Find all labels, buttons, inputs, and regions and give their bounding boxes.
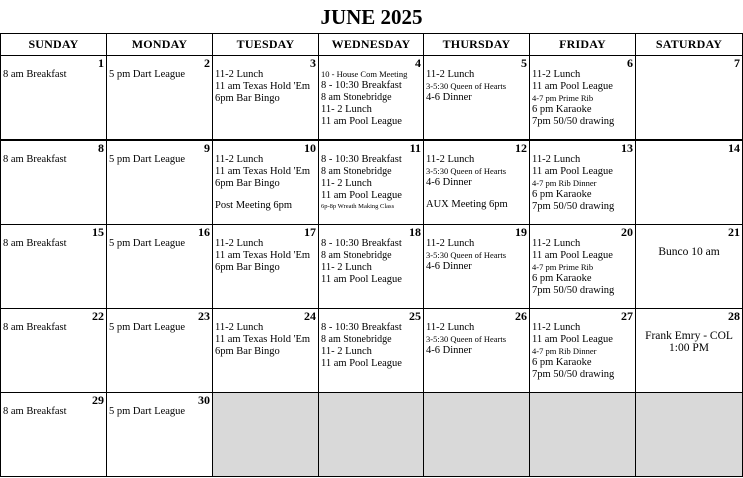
weekday-header: FRIDAY bbox=[530, 34, 636, 56]
event-item: 8 am Breakfast bbox=[3, 406, 67, 417]
day-cell[interactable] bbox=[636, 56, 743, 141]
day-cell[interactable] bbox=[636, 225, 743, 309]
event-list bbox=[107, 56, 212, 81]
day-number: 13 bbox=[621, 141, 633, 155]
event-list bbox=[424, 309, 529, 357]
event-item: 4-7 pm Rib Dinner bbox=[532, 178, 597, 188]
day-cell[interactable] bbox=[1, 309, 107, 393]
event-item: 11- 2 Lunch bbox=[321, 104, 372, 115]
event-item: 11 am Pool League bbox=[321, 190, 402, 201]
week-row bbox=[1, 56, 743, 141]
day-cell[interactable] bbox=[213, 56, 319, 141]
event-item: 8 am Stonebridge bbox=[321, 166, 392, 177]
week-row bbox=[1, 140, 743, 225]
event-list bbox=[636, 309, 742, 354]
event-list bbox=[107, 141, 212, 166]
day-number: 6 bbox=[627, 56, 633, 70]
event-list bbox=[424, 56, 529, 104]
day-cell[interactable] bbox=[1, 56, 107, 141]
event-item: 6p-8p Wreath Making Class bbox=[321, 203, 395, 210]
event-item: 11-2 Lunch bbox=[532, 154, 581, 165]
day-number: 7 bbox=[734, 56, 740, 70]
event-item: 11-2 Lunch bbox=[532, 238, 581, 249]
event-list bbox=[213, 309, 318, 358]
empty-day-cell bbox=[636, 393, 743, 477]
calendar-title: JUNE 2025 bbox=[320, 5, 423, 29]
event-item: 11 am Pool League bbox=[532, 250, 613, 261]
day-cell[interactable] bbox=[107, 56, 213, 141]
event-item: 11 am Texas Hold 'Em bbox=[215, 166, 311, 177]
event-item: 5 pm Dart League bbox=[109, 322, 186, 333]
event-list bbox=[319, 225, 423, 286]
empty-day-cell bbox=[319, 393, 424, 477]
month-calendar bbox=[0, 33, 743, 477]
day-number: 23 bbox=[198, 309, 210, 323]
day-cell[interactable] bbox=[319, 140, 424, 225]
event-item: 11-2 Lunch bbox=[426, 238, 475, 249]
event-item: 10 - House Com Meeting bbox=[321, 69, 408, 79]
event-item: 6 pm Karaoke bbox=[532, 357, 592, 368]
event-item: 3-5:30 Queen of Hearts bbox=[426, 250, 507, 260]
day-number: 28 bbox=[728, 309, 740, 323]
day-cell[interactable] bbox=[107, 225, 213, 309]
event-list bbox=[1, 393, 106, 418]
day-number: 8 bbox=[98, 141, 104, 155]
empty-day-cell bbox=[530, 393, 636, 477]
day-cell[interactable] bbox=[424, 140, 530, 225]
day-number: 12 bbox=[515, 141, 527, 155]
week-row bbox=[1, 309, 743, 393]
day-cell[interactable] bbox=[319, 309, 424, 393]
event-item: 8 am Breakfast bbox=[3, 238, 67, 249]
day-number: 21 bbox=[728, 225, 740, 239]
event-item: 6pm Bar Bingo bbox=[215, 346, 280, 357]
event-item: 11 am Pool League bbox=[532, 81, 613, 92]
day-cell[interactable] bbox=[530, 140, 636, 225]
event-item: 11-2 Lunch bbox=[532, 322, 581, 333]
event-item: 6pm Bar Bingo bbox=[215, 93, 280, 104]
day-cell[interactable] bbox=[319, 56, 424, 141]
event-item: 5 pm Dart League bbox=[109, 238, 186, 249]
event-item: 11-2 Lunch bbox=[426, 154, 475, 165]
empty-day-cell bbox=[424, 393, 530, 477]
empty-day-cell bbox=[213, 393, 319, 477]
event-item: 8 am Stonebridge bbox=[321, 334, 392, 345]
event-item: 5 pm Dart League bbox=[109, 406, 186, 417]
day-number: 20 bbox=[621, 225, 633, 239]
event-item: 3-5:30 Queen of Hearts bbox=[426, 81, 507, 91]
event-item: 8 am Stonebridge bbox=[321, 92, 392, 103]
event-list bbox=[107, 393, 212, 418]
event-item: 7pm 50/50 drawing bbox=[532, 285, 615, 296]
event-item: 11- 2 Lunch bbox=[321, 178, 372, 189]
event-item: 11 am Pool League bbox=[321, 358, 402, 369]
event-item: 4-6 Dinner bbox=[426, 177, 472, 188]
event-item: 11-2 Lunch bbox=[426, 69, 475, 80]
event-item: 1:00 PM bbox=[669, 342, 709, 354]
week-row bbox=[1, 225, 743, 309]
event-list bbox=[319, 309, 423, 370]
day-cell[interactable] bbox=[213, 225, 319, 309]
day-number: 3 bbox=[310, 56, 316, 70]
event-item: 4-7 pm Prime Rib bbox=[532, 93, 594, 103]
day-cell[interactable] bbox=[424, 225, 530, 309]
day-cell[interactable] bbox=[1, 140, 107, 225]
event-item: 5 pm Dart League bbox=[109, 69, 186, 80]
day-number: 4 bbox=[415, 56, 421, 70]
event-item: 6pm Bar Bingo bbox=[215, 262, 280, 273]
day-cell[interactable] bbox=[213, 140, 319, 225]
event-list bbox=[636, 56, 742, 77]
event-list bbox=[424, 141, 529, 211]
event-item: 7pm 50/50 drawing bbox=[532, 201, 615, 212]
event-item: 11 am Texas Hold 'Em bbox=[215, 250, 311, 261]
weekday-header: WEDNESDAY bbox=[319, 34, 424, 56]
day-number: 9 bbox=[204, 141, 210, 155]
day-number: 10 bbox=[304, 141, 316, 155]
day-number: 19 bbox=[515, 225, 527, 239]
event-item: 8 - 10:30 Breakfast bbox=[321, 80, 402, 91]
event-item: 11 am Pool League bbox=[532, 166, 613, 177]
day-number: 15 bbox=[92, 225, 104, 239]
event-list bbox=[530, 225, 635, 297]
event-item: 6pm Bar Bingo bbox=[215, 178, 280, 189]
day-number: 16 bbox=[198, 225, 210, 239]
event-item: 7pm 50/50 drawing bbox=[532, 369, 615, 380]
week-row bbox=[1, 393, 743, 477]
event-list bbox=[319, 141, 423, 212]
day-number: 27 bbox=[621, 309, 633, 323]
event-item: 3-5:30 Queen of Hearts bbox=[426, 166, 507, 176]
day-cell[interactable] bbox=[636, 140, 743, 225]
day-cell[interactable] bbox=[636, 309, 743, 393]
day-number: 17 bbox=[304, 225, 316, 239]
event-item: Bunco 10 am bbox=[658, 246, 720, 258]
day-cell[interactable] bbox=[107, 140, 213, 225]
event-item: 8 am Stonebridge bbox=[321, 250, 392, 261]
day-number: 25 bbox=[409, 309, 421, 323]
event-list bbox=[530, 56, 635, 128]
event-item: 11-2 Lunch bbox=[426, 322, 475, 333]
event-list bbox=[636, 141, 742, 162]
event-item: 4-7 pm Rib Dinner bbox=[532, 346, 597, 356]
day-cell[interactable] bbox=[1, 225, 107, 309]
day-cell[interactable] bbox=[1, 393, 107, 477]
event-item: 6 pm Karaoke bbox=[532, 273, 592, 284]
event-item: 11 am Texas Hold 'Em bbox=[215, 334, 311, 345]
day-number: 14 bbox=[728, 141, 740, 155]
weekday-header: SUNDAY bbox=[1, 34, 107, 56]
day-cell[interactable] bbox=[107, 393, 213, 477]
event-list bbox=[1, 225, 106, 250]
event-item: Post Meeting 6pm bbox=[215, 200, 293, 211]
event-item: 11 am Pool League bbox=[532, 334, 613, 345]
event-item: 11- 2 Lunch bbox=[321, 346, 372, 357]
event-item: Frank Emry - COL bbox=[645, 330, 733, 342]
day-number: 24 bbox=[304, 309, 316, 323]
event-list bbox=[1, 309, 106, 334]
event-list bbox=[107, 225, 212, 250]
day-cell[interactable] bbox=[213, 309, 319, 393]
day-number: 26 bbox=[515, 309, 527, 323]
event-list bbox=[1, 141, 106, 166]
event-list bbox=[530, 309, 635, 381]
event-item: 11 am Texas Hold 'Em bbox=[215, 81, 311, 92]
event-item: 11-2 Lunch bbox=[215, 154, 264, 165]
event-item: 8 am Breakfast bbox=[3, 69, 67, 80]
weekday-header: MONDAY bbox=[107, 34, 213, 56]
event-item: 11 am Pool League bbox=[321, 116, 402, 127]
event-list bbox=[424, 225, 529, 273]
event-item: 11 am Pool League bbox=[321, 274, 402, 285]
day-number: 22 bbox=[92, 309, 104, 323]
event-item: 8 - 10:30 Breakfast bbox=[321, 238, 402, 249]
event-item: 4-6 Dinner bbox=[426, 92, 472, 103]
day-number: 11 bbox=[409, 141, 421, 155]
event-list bbox=[530, 141, 635, 213]
event-item: 11- 2 Lunch bbox=[321, 262, 372, 273]
weekday-header: TUESDAY bbox=[213, 34, 319, 56]
event-list bbox=[1, 56, 106, 81]
event-list bbox=[107, 309, 212, 334]
day-cell[interactable] bbox=[530, 56, 636, 141]
event-item: 11-2 Lunch bbox=[215, 69, 264, 80]
event-item: 5 pm Dart League bbox=[109, 154, 186, 165]
day-number: 2 bbox=[204, 56, 210, 70]
weekday-header: SATURDAY bbox=[636, 34, 743, 56]
day-number: 18 bbox=[409, 225, 421, 239]
event-item: 8 - 10:30 Breakfast bbox=[321, 322, 402, 333]
day-cell[interactable] bbox=[107, 309, 213, 393]
day-cell[interactable] bbox=[319, 225, 424, 309]
event-item: 6 pm Karaoke bbox=[532, 189, 592, 200]
event-item: 7pm 50/50 drawing bbox=[532, 116, 615, 127]
event-list bbox=[213, 56, 318, 105]
day-cell[interactable] bbox=[530, 309, 636, 393]
event-list bbox=[213, 141, 318, 212]
event-item: 4-6 Dinner bbox=[426, 345, 472, 356]
event-item: 8 - 10:30 Breakfast bbox=[321, 154, 402, 165]
day-cell[interactable] bbox=[424, 309, 530, 393]
event-item: 11-2 Lunch bbox=[215, 238, 264, 249]
day-number: 30 bbox=[198, 393, 210, 407]
event-item: 6 pm Karaoke bbox=[532, 104, 592, 115]
event-list bbox=[213, 225, 318, 274]
weekday-header: THURSDAY bbox=[424, 34, 530, 56]
day-number: 29 bbox=[92, 393, 104, 407]
event-item: 4-7 pm Prime Rib bbox=[532, 262, 594, 272]
event-item: 4-6 Dinner bbox=[426, 261, 472, 272]
event-item: 3-5:30 Queen of Hearts bbox=[426, 334, 507, 344]
day-number: 5 bbox=[521, 56, 527, 70]
event-list bbox=[319, 56, 423, 128]
event-item: 8 am Breakfast bbox=[3, 154, 67, 165]
event-list bbox=[636, 225, 742, 258]
day-cell[interactable] bbox=[424, 56, 530, 141]
event-item: AUX Meeting 6pm bbox=[426, 199, 508, 210]
event-item: 11-2 Lunch bbox=[532, 69, 581, 80]
day-number: 1 bbox=[98, 56, 104, 70]
day-cell[interactable] bbox=[530, 225, 636, 309]
event-item: 8 am Breakfast bbox=[3, 322, 67, 333]
weekday-header-row bbox=[1, 34, 743, 56]
event-item: 11-2 Lunch bbox=[215, 322, 264, 333]
